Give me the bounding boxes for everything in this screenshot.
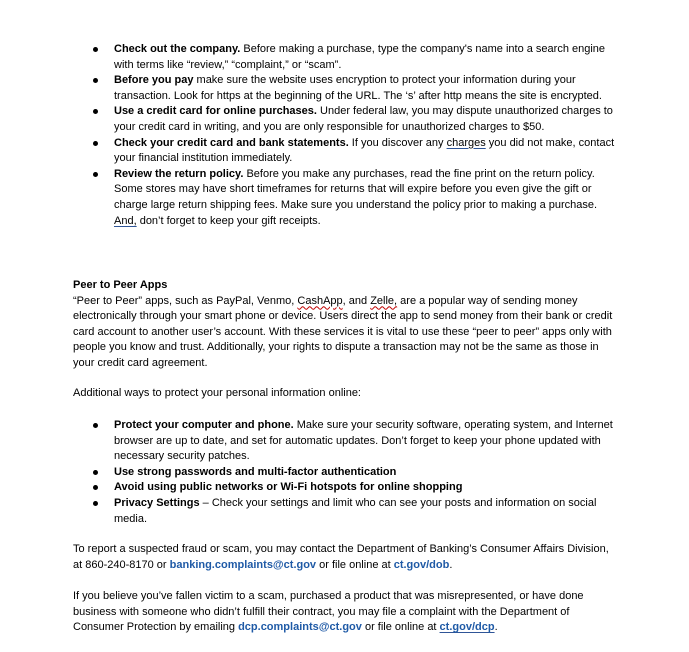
list-item — [0, 104, 689, 135]
spellcheck-word: CashApp — [297, 294, 343, 307]
dcp-email-link[interactable]: dcp.complaints@ct.gov — [238, 621, 362, 634]
body-text: , and — [342, 294, 371, 307]
body-text: . — [494, 621, 498, 634]
tip-title: Privacy Settings — [114, 496, 200, 509]
tip-title: Avoid using public networks or Wi-Fi hotspots for online shopping — [114, 481, 463, 494]
list-item — [0, 136, 689, 167]
tip-text: If you discover any — [348, 136, 447, 149]
body-text — [0, 589, 689, 636]
protection-tips-list — [0, 418, 689, 527]
additional-intro — [0, 386, 689, 402]
list-item — [0, 42, 689, 73]
tip-text: Before you make any purchases, read the fine print on the return policy. Some stores may have short timeframes for returns that will expire before you even give the gift or charge large return shipping fees. Make sure you understand the policy prior to making a purchase. — [114, 167, 598, 211]
bullet-icon — [93, 485, 98, 490]
banking-site-link[interactable]: ct.gov/dob — [393, 558, 450, 571]
tip-text: Under federal law, you may dispute unauthorized charges to your credit card in writing, and you are only responsible for unauthorized charges to $50. — [114, 105, 613, 133]
tip-text-underlined: charges — [446, 136, 486, 149]
tip-title: Use a credit card for online purchases. — [114, 105, 317, 118]
body-text: If you believe you’ve fallen victim to a scam, purchased a product that was misrepresented, or have done business with someone who didn’t fulfill their contract, you may file a complaint with the Department of Consumer Protection by emailing — [73, 590, 584, 634]
body-text: Additional ways to protect your personal information online: — [73, 387, 361, 399]
tip-text: you did not make, contact your financial institution immediately. — [114, 136, 615, 165]
tip-title: Before you pay — [114, 74, 194, 87]
body-text: or file online at — [316, 558, 394, 571]
tip-title: Check your credit card and bank statements. — [114, 136, 349, 149]
bullet-icon — [93, 141, 98, 146]
body-text: are a popular way of sending money electronically through your smart phone or device. Users direct the app to send money from their bank or credit card account to another user’s account. With these services it is vital to use these “peer to peer” apps only with people you know and trust. Additionally, your rights to dispute a transaction may not be the same as those in your credit card agreement. — [73, 294, 613, 369]
bullet-icon — [93, 78, 98, 83]
tip-text: make sure the website uses encryption to protect your information during your transaction. Look for https at the beginning of the URL. The ‘s’ after http means the site is encrypted. — [114, 74, 602, 102]
list-item — [0, 465, 689, 481]
body-text — [0, 542, 689, 573]
tip-text: Make sure your security software, operating system, and Internet browser are up to date, and set for automatic updates. Don’t forget to keep your phone updated with necessary security patches. — [114, 419, 613, 463]
banking-report-paragraph — [0, 542, 689, 573]
bullet-icon — [93, 47, 98, 52]
body-text: “Peer to Peer” apps, such as PayPal, Venmo, — [73, 294, 298, 307]
tip-text: don’t forget to keep your gift receipts. — [136, 214, 321, 227]
bullet-icon — [93, 172, 98, 177]
bullet-icon — [93, 501, 98, 506]
peer-to-peer-section — [0, 278, 689, 372]
consumer-protection-paragraph — [0, 589, 689, 636]
tip-title: Review the return policy. — [114, 167, 244, 180]
bullet-icon — [93, 109, 98, 114]
body-text: . — [449, 558, 453, 571]
body-text: or file online at — [361, 621, 440, 634]
list-item — [0, 480, 689, 496]
banking-email-link[interactable]: banking.complaints@ct.gov — [169, 558, 317, 571]
spellcheck-word: Zelle, — [370, 294, 398, 307]
dcp-site-link[interactable]: ct.gov/dcp — [439, 621, 495, 634]
tip-text: – Check your settings and limit who can see your posts and information on social media. — [114, 496, 597, 525]
list-item — [0, 73, 689, 104]
body-text: To report a suspected fraud or scam, you may contact the Department of Banking’s Consumer Affairs Division, at 860-240-8170 or — [73, 543, 609, 571]
tip-text: Before making a purchase, type the company's name into a search engine with terms like “review,” “complaint,” or “scam”. — [114, 43, 606, 71]
list-item — [0, 496, 689, 527]
list-item — [0, 418, 689, 465]
bullet-icon — [93, 470, 98, 475]
tip-title: Protect your computer and phone. — [114, 419, 294, 431]
tip-title: Use strong passwords and multi-factor authentication — [114, 465, 397, 478]
tip-title: Check out the company. — [114, 43, 241, 55]
shopping-tips-list — [0, 42, 689, 229]
section-body — [0, 278, 689, 372]
list-item — [0, 167, 689, 229]
bullet-icon — [93, 423, 98, 428]
tip-text-underlined: And, — [114, 214, 137, 227]
section-heading: Peer to Peer Apps — [73, 279, 168, 291]
